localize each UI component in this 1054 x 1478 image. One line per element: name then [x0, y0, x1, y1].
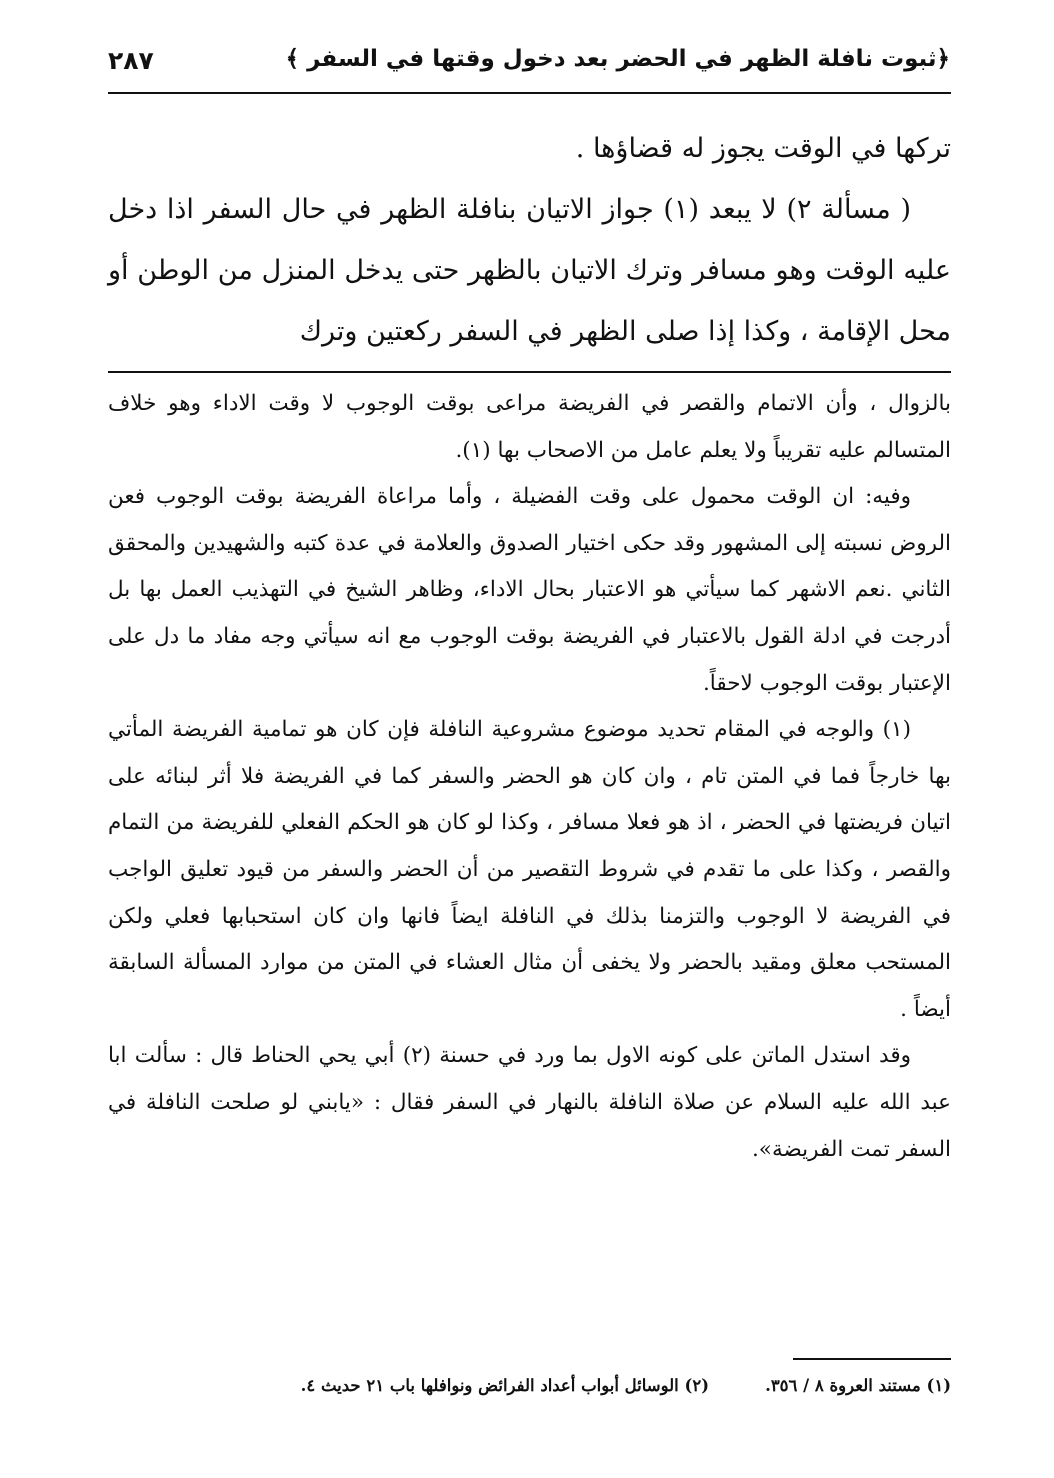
commentary-paragraph-4: وقد استدل الماتن على كونه الاول بما ورد في حسنة (٢) أبي يحي الحناط قال : سألت ابا عبد الله عليه السلام عن صلاة النافلة بالنهار في السفر فقال : «يابني لو صلحت النافلة في السفر تمت الفريضة». [108, 1043, 951, 1162]
commentary-paragraph-2: وفيه: ان الوقت محمول على وقت الفضيلة ، وأما مراعاة الفريضة بوقت الوجوب فعن الروض نسبته إلى المشهور وقد حكى اختيار الصدوق والعلامة في عدة كتبه والشهيدين والمحقق الثاني .نعم الاشهر كما سيأتي هو الاعتبار بحال الاداء، وظاهر الشيخ في التهذيب العمل بها بل أدرجت في ادلة القول بالاعتبار في الفريضة بوقت الوجوب مع انه سيأتي وجه مفاد ما دل على الإعتبار بوقت الوجوب لاحقاً. [108, 484, 951, 696]
commentary [108, 381, 951, 1173]
footnote-2: (٢) الوسائل أبواب أعداد الفرائض ونوافلها باب ٢١ حديث ٤. [300, 1376, 709, 1395]
header-rule [108, 92, 951, 94]
main-paragraph-1: تركها في الوقت يجوز له قضاؤها . [575, 133, 951, 164]
footnote-1: (١) مستند العروة ٨ / ٣٥٦. [765, 1376, 951, 1395]
commentary-paragraph-1: بالزوال ، وأن الاتمام والقصر في الفريضة مراعى بوقت الوجوب لا وقت الاداء وهو خلاف المتسالم عليه تقريباً ولا يعلم عامل من الاصحاب بها (١). [108, 391, 951, 463]
main-paragraph-2: ( مسألة ٢) لا يبعد (١) جواز الاتيان بنافلة الظهر في حال السفر اذا دخل عليه الوقت وهو مسافر وترك الاتيان بالظهر حتى يدخل المنزل من الوطن أو محل الإقامة ، وكذا إذا صلى الظهر في السفر ركعتين وترك [108, 194, 951, 347]
footnote-rule [793, 1358, 951, 1360]
commentary-paragraph-3: (١) والوجه في المقام تحديد موضوع مشروعية النافلة فإن كان هو تمامية الفريضة المأتي بها خارجاً فما في المتن تام ، وان كان هو الحضر والسفر كما في الفريضة فلا أثر لبنائه على اتيان فريضتها في الحضر ، اذ هو فعلا مسافر ، وكذا لو كان هو الحكم الفعلي للفريضة من التمام والقصر ، وكذا على ما تقدم في شروط التقصير من أن الحضر والسفر من قيود تعليق الواجب في الفريضة لا الوجوب والتزمنا بذلك في النافلة ايضاً فانها وان كان استحبابها فعلي ولكن المستحب معلق ومقيد بالحضر ولا يخفى أن مثال العشاء في المتن من موارد المسألة السابقة أيضاً . [108, 717, 951, 1022]
header-title: ﴿ثبوت نافلة الظهر في الحضر بعد دخول وقتها في السفر ﴾ [285, 46, 950, 72]
main-text [108, 118, 951, 362]
page-number: ٢٨٧ [108, 46, 154, 75]
running-header [108, 46, 950, 86]
main-text-rule [108, 371, 951, 373]
